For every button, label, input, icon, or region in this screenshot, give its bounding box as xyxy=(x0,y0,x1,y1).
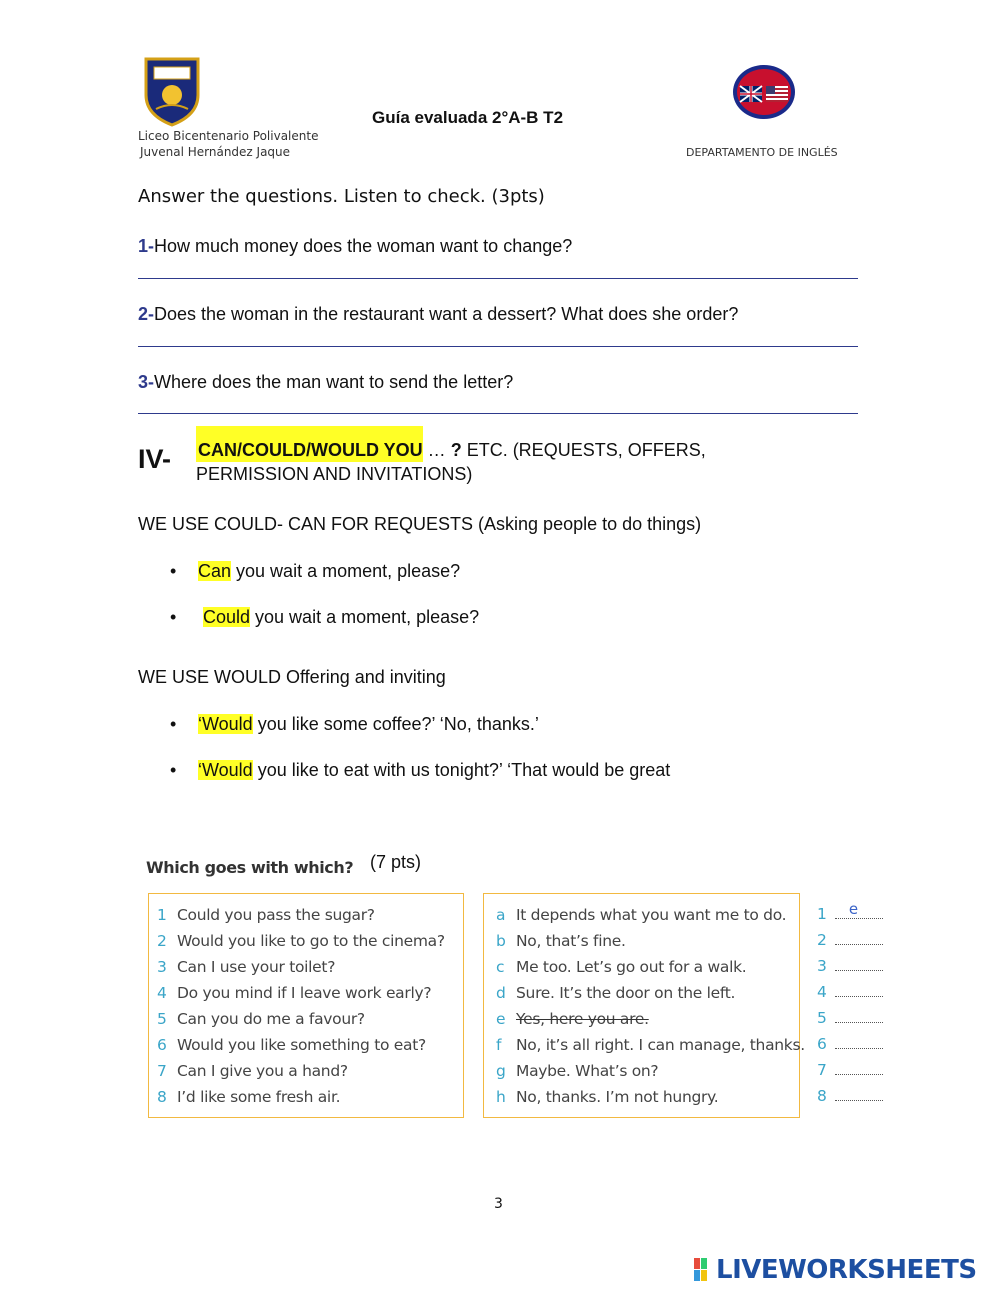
question-3 xyxy=(138,372,513,393)
listen-instruction: Answer the questions. Listen to check. (3pts) xyxy=(138,186,545,207)
answer-input-3[interactable] xyxy=(835,956,883,971)
response-row xyxy=(496,954,799,980)
school-name-line2: Juvenal Hernández Jaque xyxy=(140,145,291,159)
answer-line-2[interactable] xyxy=(138,346,858,347)
response-letter: g xyxy=(496,1062,506,1080)
school-logo xyxy=(140,55,204,127)
response-text: No, it’s all right. I can manage, thanks. xyxy=(516,1036,805,1054)
offers-title: WE USE WOULD Offering and inviting xyxy=(138,667,446,687)
question-number: 1 xyxy=(157,906,167,924)
highlight-word: ‘Would xyxy=(198,760,253,780)
response-text: Me too. Let’s go out for a walk. xyxy=(516,958,747,976)
response-letter: b xyxy=(496,932,506,950)
question-number: 4 xyxy=(157,984,167,1002)
answer-line-1[interactable] xyxy=(138,278,858,279)
questions-box xyxy=(148,893,464,1118)
request-text: you wait a moment, please? xyxy=(250,607,480,627)
response-letter: a xyxy=(496,906,506,924)
answer-number: 4 xyxy=(817,983,827,1001)
answer-number: 7 xyxy=(817,1061,827,1079)
answer-input-6[interactable] xyxy=(835,1034,883,1049)
answer-number: 5 xyxy=(817,1009,827,1027)
heading-highlight: CAN/COULD/WOULD YOU xyxy=(196,426,423,462)
highlight-word: Can xyxy=(198,561,232,581)
question-text: Can I give you a hand? xyxy=(177,1062,348,1080)
response-text: No, that’s fine. xyxy=(516,932,626,950)
heading-line2: PERMISSION AND INVITATIONS) xyxy=(196,464,473,484)
highlight-word: Could xyxy=(203,607,251,627)
highlight-word: ‘Would xyxy=(198,714,253,734)
response-row xyxy=(496,1032,805,1058)
question-row xyxy=(157,928,463,954)
question-number: 2 xyxy=(157,932,167,950)
request-text: you wait a moment, please? xyxy=(231,561,461,581)
section-roman-numeral: IV- xyxy=(138,444,172,474)
question-text: Does the woman in the restaurant want a dessert? What does she order? xyxy=(154,304,739,324)
response-letter: f xyxy=(496,1036,502,1054)
responses-box xyxy=(483,893,805,1118)
flags-badge-icon xyxy=(732,64,796,120)
question-text: Would you like to go to the cinema? xyxy=(177,932,445,950)
brand-name: LIVEWORKSHEETS xyxy=(716,1255,977,1285)
responses-list xyxy=(484,894,805,1110)
question-row xyxy=(157,1058,463,1084)
heading-ellipsis: … xyxy=(422,440,451,460)
answer-number: 2 xyxy=(817,931,827,949)
school-crest-icon xyxy=(140,55,204,127)
question-number: 5 xyxy=(157,1010,167,1028)
question-row xyxy=(157,1006,463,1032)
answer-row xyxy=(817,953,897,979)
question-text: Can you do me a favour? xyxy=(177,1010,365,1028)
request-item-2 xyxy=(170,607,479,628)
question-text: I’d like some fresh air. xyxy=(177,1088,341,1106)
answer-line-3[interactable] xyxy=(138,413,858,414)
page-title: Guía evaluada 2°A-B T2 xyxy=(372,108,564,127)
question-1 xyxy=(138,236,572,257)
department-logo xyxy=(732,64,796,120)
footer-brand[interactable] xyxy=(694,1256,977,1284)
questions-list xyxy=(149,894,463,1110)
answer-value: e xyxy=(848,900,859,918)
question-number: 1- xyxy=(138,236,155,256)
response-row xyxy=(496,928,799,954)
page-number: 3 xyxy=(494,1196,503,1212)
response-row xyxy=(496,902,799,928)
question-text: Do you mind if I leave work early? xyxy=(177,984,432,1002)
response-text: Sure. It’s the door on the left. xyxy=(516,984,736,1002)
response-text: It depends what you want me to do. xyxy=(516,906,787,924)
response-row xyxy=(496,1058,799,1084)
department-name: DEPARTAMENTO DE INGLÉS xyxy=(686,146,838,159)
question-number: 8 xyxy=(157,1088,167,1106)
question-text: Where does the man want to send the letter? xyxy=(154,372,514,392)
answer-row xyxy=(817,901,897,927)
offer-text: you like some coffee?’ ‘No, thanks.’ xyxy=(252,714,539,734)
response-text: Yes, here you are. xyxy=(516,1010,649,1028)
answer-number: 1 xyxy=(817,905,827,923)
answer-number: 6 xyxy=(817,1035,827,1053)
response-row xyxy=(496,1006,799,1032)
exercise-points: (7 pts) xyxy=(370,852,422,872)
response-letter: h xyxy=(496,1088,506,1106)
response-row xyxy=(496,1084,799,1110)
school-name-line1: Liceo Bicentenario Polivalente xyxy=(138,129,319,143)
answer-input-1[interactable] xyxy=(835,900,883,919)
answer-number: 8 xyxy=(817,1087,827,1105)
bullet-icon: • xyxy=(170,561,177,581)
question-row xyxy=(157,980,463,1006)
answer-row xyxy=(817,1031,897,1057)
section-iv-heading xyxy=(196,438,816,486)
response-letter: c xyxy=(496,958,505,976)
exercise-title: Which goes with which? xyxy=(146,858,354,877)
answer-row xyxy=(817,1057,897,1083)
question-number: 6 xyxy=(157,1036,167,1054)
answers-column xyxy=(817,901,897,1109)
heading-text: ETC. (REQUESTS, OFFERS, xyxy=(461,440,706,460)
response-letter: d xyxy=(496,984,506,1002)
answer-row xyxy=(817,979,897,1005)
question-number: 2- xyxy=(138,304,155,324)
response-text: Maybe. What’s on? xyxy=(516,1062,659,1080)
offer-item-2 xyxy=(170,760,670,781)
response-row xyxy=(496,980,799,1006)
bullet-icon: • xyxy=(170,607,177,627)
liveworksheets-logo-icon xyxy=(694,1258,716,1282)
question-text: How much money does the woman want to change? xyxy=(154,236,573,256)
requests-title: WE USE COULD- CAN FOR REQUESTS (Asking people to do things) xyxy=(138,514,702,534)
request-item-1 xyxy=(170,561,460,582)
bullet-icon: • xyxy=(170,714,177,734)
answer-input-8[interactable] xyxy=(835,1086,883,1101)
answer-row xyxy=(817,1005,897,1031)
question-2 xyxy=(138,304,738,325)
answer-input-2[interactable] xyxy=(835,930,883,945)
response-letter: e xyxy=(496,1010,506,1028)
question-row xyxy=(157,954,463,980)
question-number: 3- xyxy=(138,372,155,392)
school-name xyxy=(138,128,318,160)
question-row xyxy=(157,902,463,928)
response-text: No, thanks. I’m not hungry. xyxy=(516,1088,719,1106)
answer-input-5[interactable] xyxy=(835,1008,883,1023)
offer-item-1 xyxy=(170,714,539,735)
question-row xyxy=(157,1084,463,1110)
answer-row xyxy=(817,927,897,953)
answer-row xyxy=(817,1083,897,1109)
answer-input-4[interactable] xyxy=(835,982,883,997)
bullet-icon: • xyxy=(170,760,177,780)
heading-question-mark: ? xyxy=(450,440,462,460)
question-number: 3 xyxy=(157,958,167,976)
offer-text: you like to eat with us tonight?’ ‘That would be great xyxy=(252,760,671,780)
question-row xyxy=(157,1032,463,1058)
question-text: Can I use your toilet? xyxy=(177,958,336,976)
answer-input-7[interactable] xyxy=(835,1060,883,1075)
question-number: 7 xyxy=(157,1062,167,1080)
question-text: Could you pass the sugar? xyxy=(177,906,375,924)
question-text: Would you like something to eat? xyxy=(177,1036,426,1054)
answer-number: 3 xyxy=(817,957,827,975)
